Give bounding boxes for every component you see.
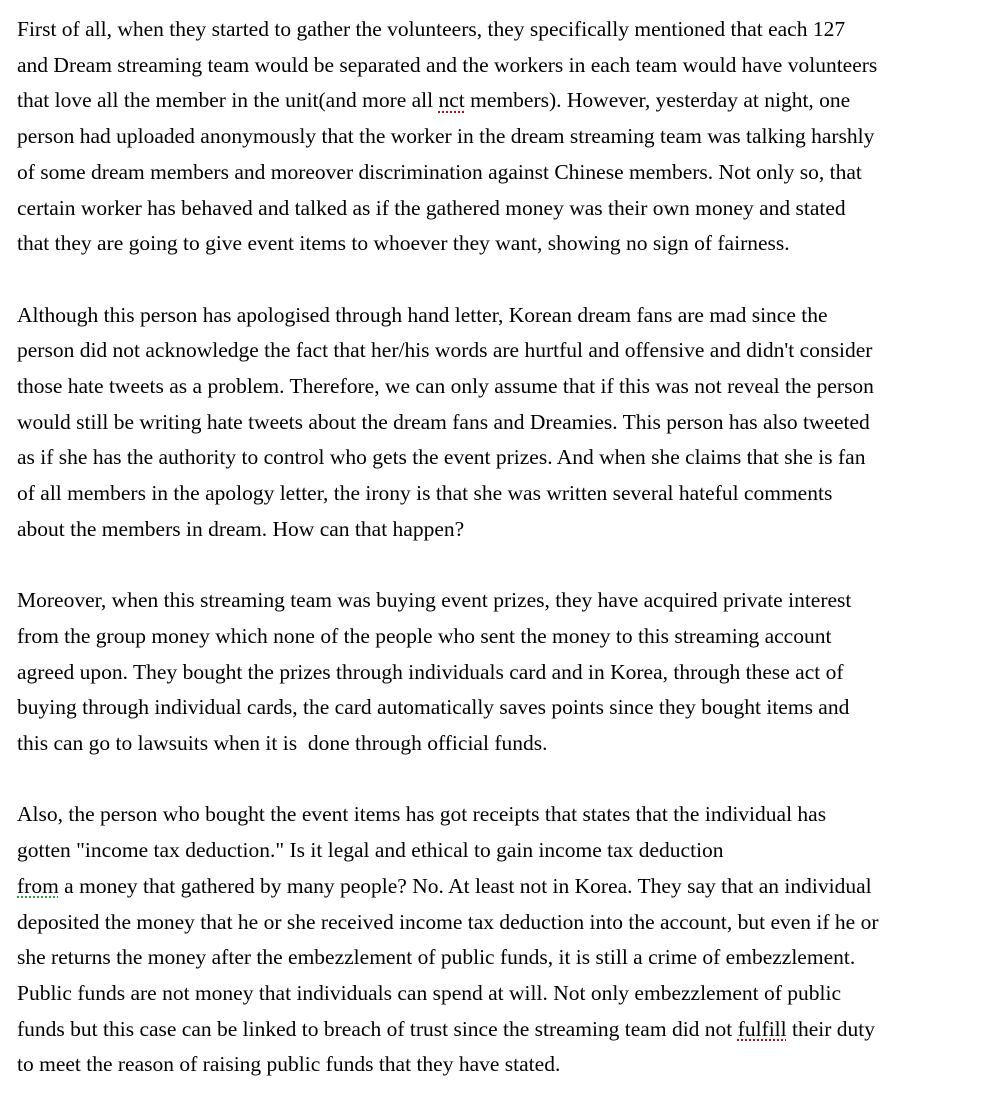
text-line: and Dream streaming team would be separated and the workers in each team would have volunteers	[17, 52, 878, 77]
text-line	[17, 83, 987, 119]
text-line: person had uploaded anonymously that the worker in the dream streaming team was talking harshly	[17, 124, 875, 149]
paragraph	[17, 298, 987, 548]
text-segment: members). However, yesterday at night, one	[464, 88, 851, 113]
text-line: person did not acknowledge the fact that her/his words are hurtful and offensive and didn't consider	[17, 338, 873, 363]
text-line: buying through individual cards, the card automatically saves points since they bought items and	[17, 695, 850, 720]
text-line: she returns the money after the embezzlement of public funds, it is still a crime of embezzlement.	[17, 945, 856, 970]
text-line: Although this person has apologised through hand letter, Korean dream fans are mad since the	[17, 302, 828, 327]
spellcheck-flagged-word[interactable]: fulfill	[737, 1016, 787, 1041]
text-line: of some dream members and moreover discrimination against Chinese members. Not only so, that	[17, 159, 862, 184]
text-line: would still be writing hate tweets about the dream fans and Dreamies. This person has also tweeted	[17, 409, 870, 434]
text-line: to meet the reason of raising public funds that they have stated.	[17, 1052, 561, 1077]
text-line: Moreover, when this streaming team was buying event prizes, they have acquired private interest	[17, 588, 852, 613]
text-line: deposited the money that he or she received income tax deduction into the account, but even if he or	[17, 909, 879, 934]
text-segment: a money that gathered by many people? No. At least not in Korea. They say that an individual	[58, 873, 872, 898]
text-line	[17, 869, 987, 905]
text-line: Also, the person who bought the event items has got receipts that states that the individual has	[17, 802, 827, 827]
text-segment: funds but this case can be linked to breach of trust since the streaming team did not	[17, 1016, 738, 1041]
text-line: agreed upon. They bought the prizes through individuals card and in Korea, through these act of	[17, 659, 844, 684]
text-line: of all members in the apology letter, the irony is that she was written several hateful comments	[17, 481, 833, 506]
paragraph	[17, 12, 987, 262]
text-segment: that love all the member in the unit(and more all	[17, 88, 439, 113]
paragraph	[17, 583, 987, 762]
document-body	[17, 12, 987, 1083]
text-line: this can go to lawsuits when it is done through official funds.	[17, 731, 548, 756]
text-line: about the members in dream. How can that happen?	[17, 516, 465, 541]
text-line: that they are going to give event items to whoever they want, showing no sign of fairness.	[17, 231, 790, 256]
text-line: those hate tweets as a problem. Therefore, we can only assume that if this was not reveal the person	[17, 374, 874, 399]
text-line: First of all, when they started to gather the volunteers, they specifically mentioned that each 127	[17, 17, 846, 41]
text-segment: their duty	[786, 1016, 875, 1041]
text-line	[17, 1012, 987, 1048]
text-line: as if she has the authority to control who gets the event prizes. And when she claims that she is fan	[17, 445, 866, 470]
paragraph	[17, 797, 987, 1083]
spellcheck-flagged-word[interactable]: nct	[438, 88, 465, 113]
text-line: Public funds are not money that individuals can spend at will. Not only embezzlement of public	[17, 980, 841, 1005]
text-line: certain worker has behaved and talked as if the gathered money was their own money and stated	[17, 195, 846, 220]
text-line: gotten "income tax deduction." Is it legal and ethical to gain income tax deduction	[17, 838, 724, 863]
text-line: from the group money which none of the people who sent the money to this streaming account	[17, 623, 832, 648]
grammar-flagged-word[interactable]: from	[17, 873, 59, 898]
